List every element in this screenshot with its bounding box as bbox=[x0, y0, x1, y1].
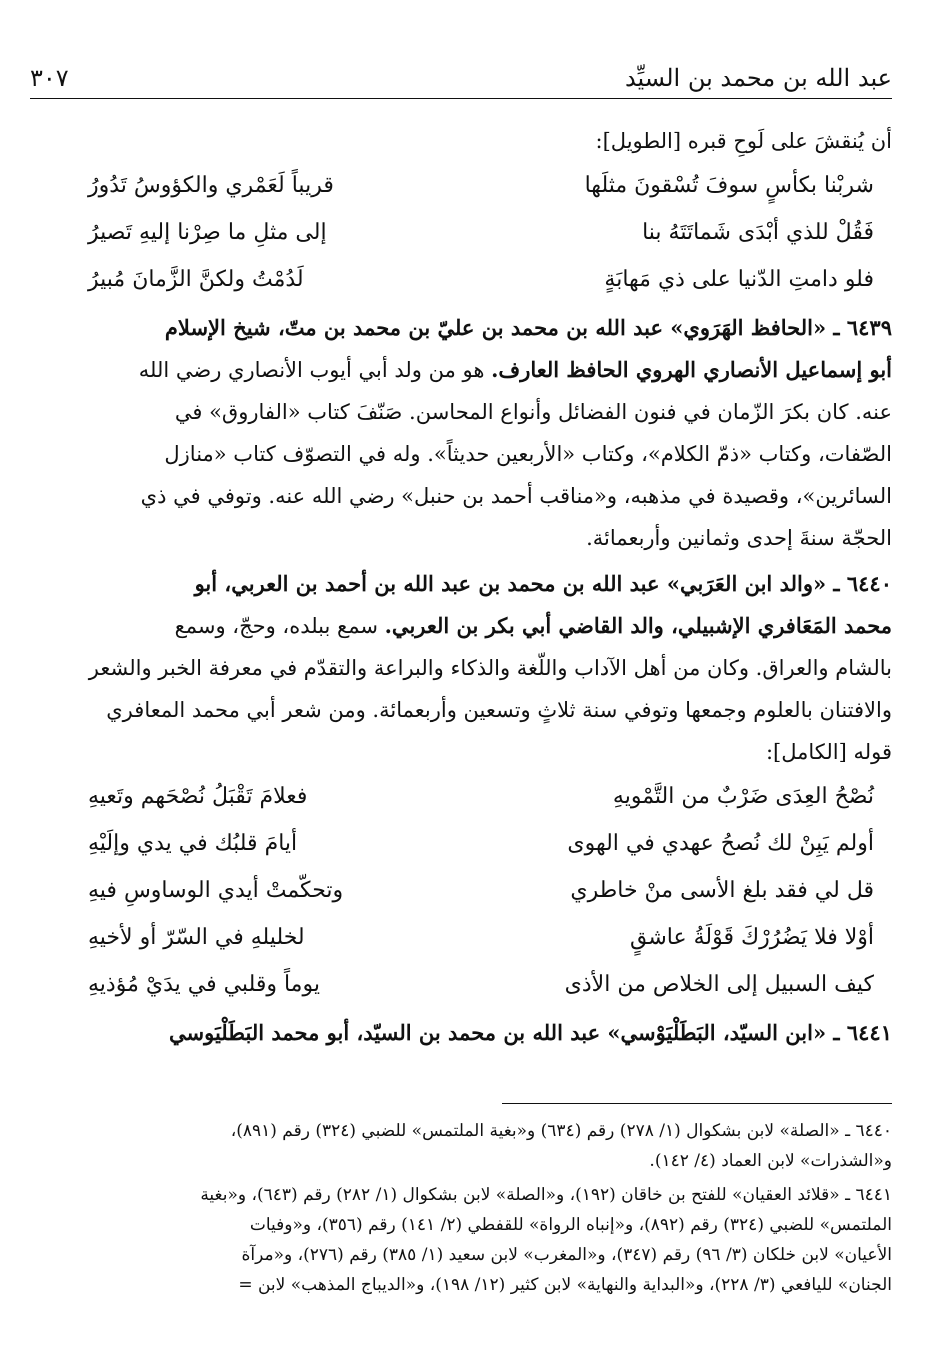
entry-heading: ٦٤٤١ ـ «ابن السيّد، البَطَلْيَوْسي» عبد الله بن محمد بن السيّد، أبو محمد البَطَلْيَوسي bbox=[169, 1020, 892, 1045]
verse-hemistich-2: قريباً لَعَمْري والكؤوسُ تَدُورُ bbox=[88, 173, 334, 198]
entry-line: عنه. كان بكرَ الزّمان في فنون الفضائل وأنواع المحاسن. صَنّفَ كتاب «الفاروق» في bbox=[174, 400, 892, 424]
verse bbox=[36, 867, 892, 914]
entry-heading: ٦٤٤٠ ـ «والد ابن العَرَبي» عبد الله بن محمد بن عبد الله بن أحمد بن العربي، أبو bbox=[194, 571, 892, 596]
footnote-line: الأعيان» لابن خلكان (٣/ ٩٦) رقم (٣٤٧)، و«المغرب» لابن سعيد (١/ ٣٨٥) رقم (٢٧٦)، و«مرآة bbox=[241, 1245, 892, 1265]
verse bbox=[36, 773, 892, 820]
verse-hemistich-1: قل لي فقد بلغ الأسى منْ خاطري bbox=[570, 878, 874, 903]
entry-6439 bbox=[36, 307, 892, 559]
footnotes bbox=[22, 1116, 892, 1304]
entry-line: بالشام والعراق. وكان من أهل الآداب واللّغة والذكاء والبراعة والتقدّم في معرفة الخبر والشعر bbox=[88, 656, 892, 680]
footnote-line: ٦٤٤١ ـ «قلائد العقيان» للفتح بن خاقان (١٩٢)، و«الصلة» لابن بشكوال (١/ ٢٨٢) رقم (٦٤٣)، و«بغية bbox=[200, 1185, 892, 1205]
entry-line: الصّفات، وكتاب «ذمّ الكلام»، وكتاب «الأربعين حديثاً». وله في التصوّف كتاب «منازل bbox=[164, 442, 892, 466]
entry-line: السائرين»، وقصيدة في مذهبه، و«مناقب أحمد بن حنبل» رضي الله عنه. وتوفي في ذي bbox=[140, 484, 892, 508]
entry-heading: ٦٤٣٩ ـ «الحافظ الهَرَوي» عبد الله بن محمد بن عليّ بن محمد بن متّ، شيخ الإسلام bbox=[164, 315, 892, 340]
verse-hemistich-2: فعلامَ تَقْبَلُ نُصْحَهم وتَعيهِ bbox=[88, 784, 308, 809]
verse-hemistich-2: لَدُمْتُ ولكنَّ الزَّمانَ مُبيرُ bbox=[88, 267, 304, 292]
entry-6440 bbox=[36, 563, 892, 773]
footnote-separator bbox=[502, 1103, 892, 1104]
verse-hemistich-1: أوْلا فلا يَضُرُرْكَ قَوْلَةُ عاشقٍ bbox=[630, 925, 874, 950]
verse-hemistich-2: يوماً وقلبي في يدَيْ مُؤذيهِ bbox=[88, 972, 320, 997]
intro-line: أن يُنقشَ على لَوحِ قبره [الطويل]: bbox=[595, 129, 892, 153]
verse bbox=[36, 961, 892, 1008]
verse-hemistich-1: أولم يَبِنْ لك نُصحُ عهدي في الهوى bbox=[567, 831, 874, 856]
page-number: ٣٠٧ bbox=[30, 64, 69, 92]
entry-text: هو من ولد أبي أيوب الأنصاري رضي الله bbox=[138, 358, 492, 382]
verse bbox=[36, 162, 892, 209]
verse-hemistich-1: كيف السبيل إلى الخلاص من الأذى bbox=[564, 972, 874, 997]
entry-text: سمع ببلده، وحجّ، وسمع bbox=[174, 614, 385, 638]
running-header bbox=[30, 52, 892, 99]
verse bbox=[36, 256, 892, 303]
verse bbox=[36, 209, 892, 256]
poem-a bbox=[36, 162, 892, 303]
verse-hemistich-2: أيامَ قلبُك في يدي وإلَيْهِ bbox=[88, 831, 298, 856]
entry-name-bold: أبو إسماعيل الأنصاري الهروي الحافظ العارف. bbox=[491, 357, 892, 382]
entry-line: قوله [الكامل]: bbox=[765, 740, 892, 764]
running-title: عبد الله بن محمد بن السيِّد bbox=[624, 64, 892, 92]
footnote bbox=[22, 1116, 892, 1176]
poem-b bbox=[36, 773, 892, 1008]
verse-hemistich-1: فلو دامتِ الدّنيا على ذي مَهابَةٍ bbox=[604, 267, 874, 292]
verse bbox=[36, 820, 892, 867]
verse-hemistich-2: إلى مثلِ ما صِرْنا إليهِ تَصيرُ bbox=[88, 220, 327, 245]
verse-hemistich-2: لخليلهِ في السّرّ أو لأخيهِ bbox=[88, 925, 305, 950]
footnote bbox=[22, 1180, 892, 1300]
verse bbox=[36, 914, 892, 961]
footnote-line: و«الشذرات» لابن العماد (٤/ ١٤٢). bbox=[649, 1151, 892, 1171]
entry-line: الحجّة سنةَ إحدى وثمانين وأربعمائة. bbox=[586, 526, 892, 550]
entry-6441 bbox=[36, 1012, 892, 1054]
footnote-line: الجنان» لليافعي (٣/ ٢٢٨)، و«البداية والنهاية» لابن كثير (١٢/ ١٩٨)، و«الديباج المذهب» لابن = bbox=[238, 1275, 892, 1295]
verse-hemistich-1: نُصْحُ العِدَى ضَرْبٌ من التَّمْويهِ bbox=[612, 784, 874, 809]
verse-hemistich-1: فَقُلْ للذي أبْدَى شَماتَتَهُ بنا bbox=[642, 220, 874, 245]
main-text bbox=[36, 120, 892, 1054]
verse-hemistich-1: شربْنا بكأسٍ سوفَ تُسْقونَ مثلَها bbox=[584, 173, 874, 198]
entry-name-bold: محمد المَعَافري الإشبيلي، والد القاضي أبي بكر بن العربي. bbox=[384, 613, 892, 638]
verse-hemistich-2: وتحكّمتْ أيدي الوساوسِ فيهِ bbox=[88, 878, 344, 903]
entry-line bbox=[36, 349, 892, 391]
entry-line bbox=[36, 605, 892, 647]
entry-line: والافتنان بالعلوم وجمعها وتوفي سنة ثلاثٍ وتسعين وأربعمائة. ومن شعر أبي محمد المعافري bbox=[106, 698, 892, 722]
footnote-line: الملتمس» للضبي (٣٢٤) رقم (٨٩٢)، و«إنباه الرواة» للقفطي (٢/ ١٤١) رقم (٣٥٦)، و«وفيات bbox=[249, 1215, 892, 1235]
footnote-line: ٦٤٤٠ ـ «الصلة» لابن بشكوال (١/ ٢٧٨) رقم (٦٣٤) و«بغية الملتمس» للضبي (٣٢٤) رقم (٨٩١)، bbox=[230, 1121, 892, 1141]
